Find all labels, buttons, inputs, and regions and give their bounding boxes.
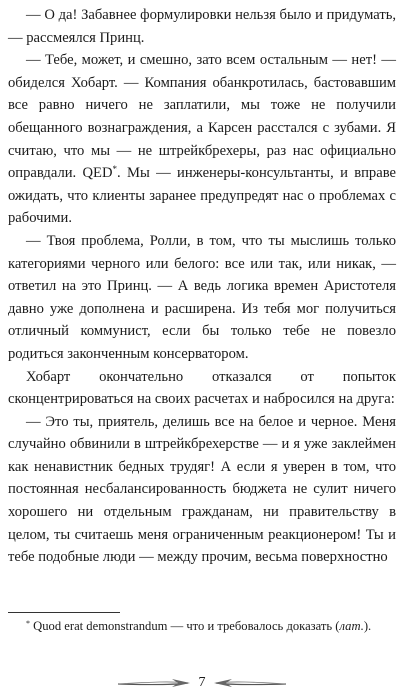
page-footer: [0, 672, 404, 694]
paragraph-1: — О да! Забавнее формулировки нельзя было и придумать, — рассмеялся Принц.: [8, 7, 396, 46]
paragraph-3: — Твоя проблема, Ролли, в том, что ты мыслишь только категориями черного или белого: все или так, или никак, — ответил на это Принц. — А ведь логика времен Аристотеля давно уже дополнена и расширена. Из тебя мог получиться отличный коммунист, если бы только тебе не повезло родиться законченным консерватором.: [8, 232, 396, 362]
page-body: [8, 4, 396, 569]
paragraph-4: Хобарт окончательно отказался от попыток сконцентрироваться на своих расчетах и набросился на друга:: [8, 368, 396, 408]
footnote-marker: *: [26, 619, 30, 628]
page-number: 7: [198, 675, 206, 690]
footnote-lang: лат.: [339, 619, 364, 633]
paragraph-2-text-after: . Мы — инженеры-консультанты, и вправе ожидать, что клиенты заранее предупредят нас о проблемах с рабочими.: [8, 165, 396, 227]
paragraph-2: [8, 49, 396, 230]
footnote-text: Quod erat demonstrandum — что и требовалось доказать (: [30, 619, 340, 633]
paragraph-5: — Это ты, приятель, делишь все на белое и черное. Меня случайно обвинили в штрейкбрехерстве — и я уже заклеймен как ненавистник бедных трудяг! А если я уверен в том, что постоянная несбалансированность бюджета не сулит ничего хорошего ни отдельным гражданам, ни правительству в целом, ты считаешь меня ограниченным реакционером! Ты и тебе подобные люди — между прочим, весьма поверхностно: [8, 413, 396, 566]
footnote-end: ).: [363, 619, 372, 633]
footnote-divider: [8, 612, 120, 613]
footnote: [8, 617, 396, 636]
paragraph-2-text: — Тебе, может, и смешно, зато всем остальным — нет! — обиделся Хобарт. — Компания обанкротилась, бастовавшим все равно ничего не заплатили, мы тоже не получили обещанного вознаграждения, а Карсен расстался с зубами. Я считаю, что мы — не штрейкбрехеры, раз нас официально оправдали. QED: [8, 52, 396, 182]
footnote-ref: *: [112, 164, 118, 175]
